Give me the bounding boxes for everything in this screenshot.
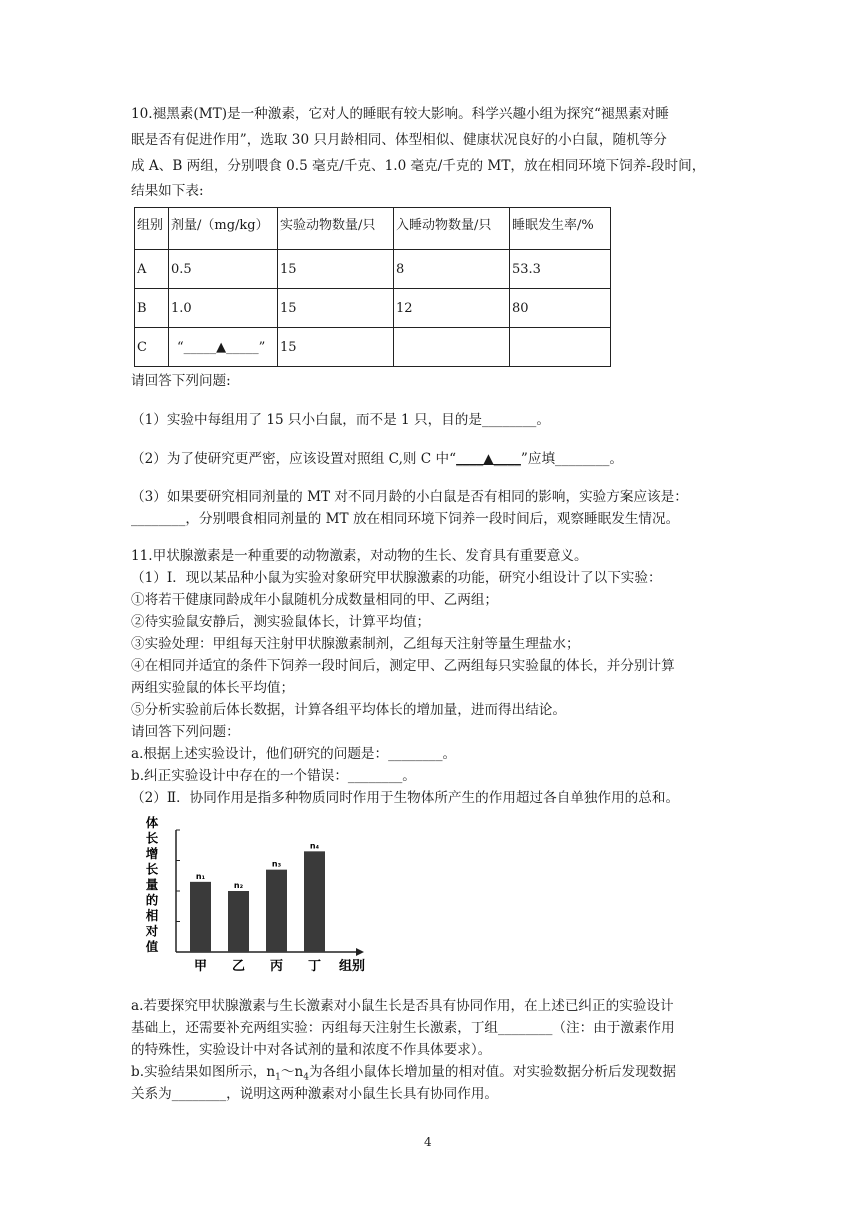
- b-sub-1: 1: [275, 1072, 281, 1083]
- x-axis-label: 组别: [339, 959, 366, 974]
- q10-sub-question-3-line-1: （3）如果要研究相同剂量的 MT 对不同月龄的小白鼠是否有相同的影响，实验方案应该是：: [131, 489, 688, 505]
- y-axis-label: [145, 815, 159, 954]
- b-text-1: b.实验结果如图所示，n: [131, 1064, 276, 1080]
- table-cell: 12: [394, 289, 510, 328]
- table-cell: 8: [394, 250, 510, 289]
- table-row: [135, 328, 611, 367]
- q11-step-3: ③实验处理：甲组每天注射甲状腺激素制剂，乙组每天注射等量生理盐水；: [131, 636, 580, 652]
- q10-intro-line-1: 10.褪黑素(MT)是一种激素，它对人的睡眠有较大影响。科学兴趣小组为探究“褪黑素对睡: [131, 106, 669, 122]
- y-axis-label-char: 增: [145, 846, 159, 861]
- bar-乙: [228, 891, 249, 952]
- q11-question-a: a.根据上述实验设计，他们研究的问题是：________。: [131, 746, 457, 762]
- table-cell: 53.3: [510, 250, 611, 289]
- q11-question-b: b.纠正实验设计中存在的一个错误：________。: [131, 768, 416, 784]
- bar-value-label: n₃: [271, 859, 282, 869]
- q11-step-5: ⑤分析实验前后体长数据，计算各组平均体长的增加量，进而得出结论。: [131, 702, 566, 718]
- y-axis-label-char: 长: [145, 830, 159, 846]
- q11-step-4-line-2: 两组实验鼠的体长平均值；: [131, 680, 295, 696]
- q11-part2-b-line-2: 关系为________，说明这两种激素对小鼠生长具有协同作用。: [131, 1086, 499, 1102]
- q11-step-1: ①将若干健康同龄成年小鼠随机分成数量相同的甲、乙两组；: [131, 592, 499, 608]
- table-cell: 15: [278, 250, 394, 289]
- table-header-cell: 实验动物数量/只: [278, 208, 394, 250]
- table-cell: C: [135, 328, 169, 367]
- y-axis-label-char: 对: [145, 923, 159, 939]
- table-cell: 0.5: [169, 250, 278, 289]
- y-axis-label-char: 相: [145, 908, 159, 923]
- q10-sub-question-3-line-2: ________，分别喂食相同剂量的 MT 放在相同环境下饲养一段时间后，观察睡眠发生情况。: [131, 511, 680, 527]
- q11-part1-heading: （1）Ⅰ．现以某品种小鼠为实验对象研究甲状腺激素的功能，研究小组设计了以下实验：: [131, 570, 662, 586]
- table-header-row: [135, 208, 611, 250]
- y-axis-label-char: 量: [145, 877, 159, 892]
- y-axis-label-char: 长: [145, 861, 159, 877]
- table-cell: [394, 328, 510, 367]
- table-cell: 1.0: [169, 289, 278, 328]
- table-row: [135, 250, 611, 289]
- bar-value-label: n₂: [233, 881, 244, 890]
- table-cell-blank: “_____▲_____”: [169, 328, 278, 367]
- bar-丁: [304, 851, 325, 952]
- x-axis-arrow: [356, 948, 364, 956]
- table-cell: B: [135, 289, 169, 328]
- q10-intro-line-4: 结果如下表:: [131, 183, 204, 199]
- x-tick-label: 丁: [307, 959, 322, 974]
- page-number: 4: [424, 1135, 432, 1149]
- bar-value-label: n₁: [195, 871, 206, 881]
- table-header-cell: 剂量/（mg/kg）: [169, 208, 278, 250]
- q11-part2-a-line-3: 的特殊性，实验设计中对各试剂的量和浓度不作具体要求）。: [131, 1042, 492, 1058]
- q10-sub2-text-a: （2）为了使研究更严密，应该设置对照组 C,则 C 中“: [131, 451, 457, 467]
- y-axis-label-char: 的: [145, 892, 159, 908]
- q10-sub-question-2: [131, 446, 735, 472]
- bar-chart: [140, 815, 380, 985]
- y-axis-label-char: 体: [145, 815, 159, 830]
- q11-intro: 11.甲状腺激素是一种重要的动物激素，对动物的生长、发育具有重要意义。: [131, 548, 588, 564]
- table-header-cell: 入睡动物数量/只: [394, 208, 510, 250]
- y-axis-label-char: 值: [145, 939, 159, 954]
- q11-prompt: 请回答下列问题：: [131, 724, 240, 740]
- q10-sub-question-1: （1）实验中每组用了 15 只小白鼠，而不是 1 只，目的是________。: [131, 412, 550, 428]
- results-table: [134, 207, 611, 367]
- x-tick-label: 丙: [269, 959, 284, 974]
- b-text-2: ～n: [280, 1064, 304, 1080]
- x-tick-label: 乙: [231, 959, 246, 974]
- b-sub-2: 4: [303, 1072, 309, 1083]
- bar-丙: [266, 870, 287, 952]
- q11-step-2: ②待实验鼠安静后，测实验鼠体长，计算平均值；: [131, 614, 431, 630]
- q10-intro-line-3: 成 A、B 两组，分别喂食 0.5 毫克/千克、1.0 毫克/千克的 MT，放在相同环境下饲养-段时间，: [131, 158, 706, 174]
- q11-step-4-line-1: ④在相同并适宜的条件下饲养一段时间后，测定甲、乙两组每只实验鼠的体长，并分别计算: [131, 658, 675, 674]
- q11-part2-heading: （2）Ⅱ．协同作用是指多种物质同时作用于生物体所产生的作用超过各自单独作用的总和。: [131, 790, 680, 806]
- q11-part2-a-line-2: 基础上，还需要补充两组实验：丙组每天注射生长激素，丁组________（注：由于激素作用: [131, 1020, 675, 1036]
- q10-prompt: 请回答下列问题:: [131, 373, 231, 389]
- q10-sub2-text-b: ”应填________。: [520, 451, 624, 467]
- q11-part2-a-line-1: a.若要探究甲状腺激素与生长激素对小鼠生长是否具有协同作用，在上述已纠正的实验设计: [131, 998, 674, 1014]
- table-header-cell: 组别: [135, 208, 169, 250]
- table-row: [135, 289, 611, 328]
- triangle-blank: ____▲____: [456, 451, 521, 467]
- table-cell: 80: [510, 289, 611, 328]
- table-cell: 15: [278, 289, 394, 328]
- b-text-3: 为各组小鼠体长增加量的相对值。对实验数据分析后发现数据: [308, 1064, 676, 1080]
- bar-value-label: n₄: [309, 841, 320, 851]
- q10-intro-line-2: 眠是否有促进作用”，选取 30 只月龄相同、体型相似、健康状况良好的小白鼠，随机等分: [131, 132, 667, 148]
- bar-甲: [190, 882, 211, 952]
- x-tick-label: 甲: [193, 959, 208, 974]
- table-cell: [510, 328, 611, 367]
- table-cell: A: [135, 250, 169, 289]
- table-header-cell: 睡眠发生率/%: [510, 208, 611, 250]
- table-cell: 15: [278, 328, 394, 367]
